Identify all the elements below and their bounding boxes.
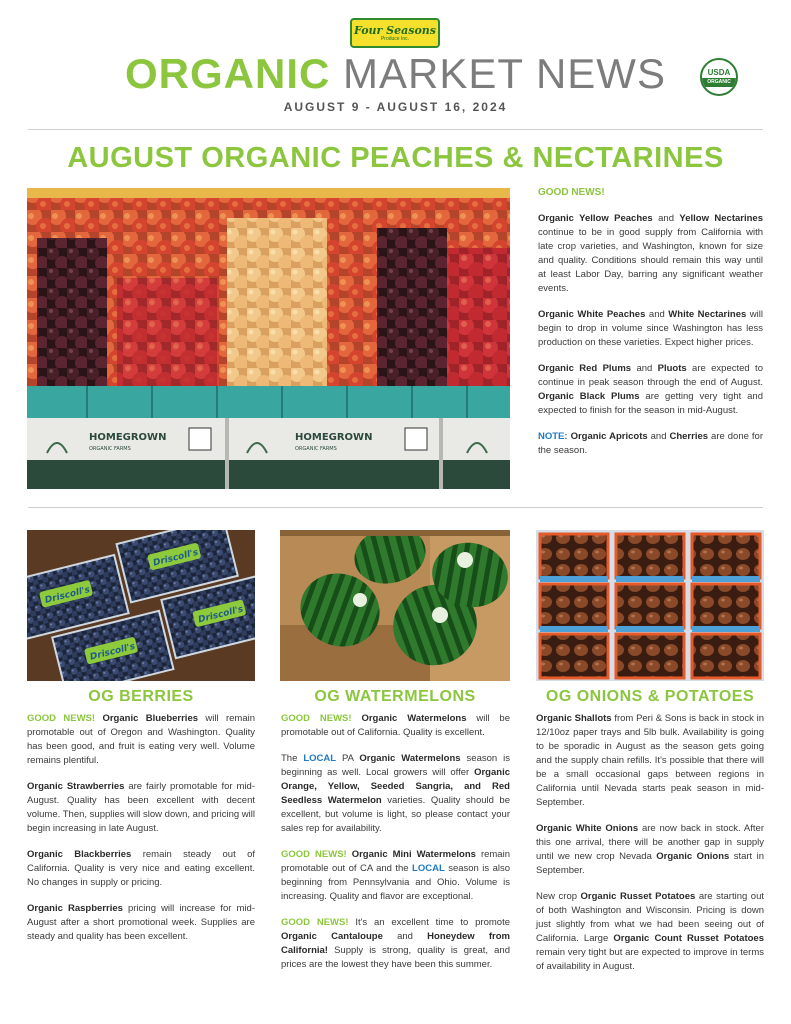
berries-illustration <box>27 530 255 681</box>
text: remain steady out of California. Quality is very nice and eating excellent. No changes in supply or pricing. <box>27 849 256 888</box>
bold-watermelons: Organic Watermelons <box>361 713 467 724</box>
text: and <box>647 431 670 442</box>
bold-cherries: Cherries <box>669 431 709 442</box>
usda-seal-top: USDA <box>707 67 731 77</box>
bold-watermelons: Organic Watermelons <box>359 753 461 764</box>
good-news-label: GOOD NEWS! <box>27 713 96 724</box>
bold-white-nectarines: White Nectarines <box>668 309 747 320</box>
blueberries-paragraph <box>27 712 255 768</box>
berry-label-2: Driscoll's <box>152 547 200 569</box>
text: are fairly promotable for mid-August. Quality has been excellent with decent volume. Then, supplies will slow down, and pricing will begin increasing in late August. <box>27 781 255 834</box>
berry-label-1: Driscoll's <box>43 585 92 606</box>
bold-shallots: Organic Shallots <box>536 713 612 724</box>
bold-mini-watermelons: Organic Mini Watermelons <box>351 849 476 860</box>
bold-cantaloupe: Organic Cantaloupe <box>281 931 383 942</box>
local-label: LOCAL <box>303 753 337 764</box>
crate-sub-left: ORGANIC FARMS <box>89 446 131 452</box>
text: The <box>281 753 304 764</box>
berry-label-4: Driscoll's <box>197 604 245 626</box>
crate-sub-right: ORGANIC FARMS <box>295 446 337 452</box>
bold-organic-onions: Organic Onions <box>656 851 730 862</box>
berry-label-3: Driscoll's <box>89 641 137 663</box>
local-label: LOCAL <box>412 863 445 874</box>
text: are now back in stock. After this one arrival, there will be another gap in supply until we new crop Nevada <box>536 823 764 862</box>
peaches-section <box>538 186 763 470</box>
white-peaches-paragraph <box>538 308 763 350</box>
four-seasons-logo <box>350 18 440 48</box>
peaches-nectarines-illustration <box>27 188 510 489</box>
text: remain promotable out of CA and the <box>281 849 510 874</box>
text: will be promotable out of California. Quality is excellent. <box>281 713 511 738</box>
logo-subtitle: Produce Inc. <box>380 35 410 42</box>
bold-black-plums: Organic Black Plums <box>538 391 640 402</box>
plums-paragraph <box>538 362 763 418</box>
shallots-illustration <box>536 530 764 681</box>
text: It's an excellent time to promote <box>348 917 510 928</box>
bold-strawberries: Organic Strawberries <box>27 781 125 792</box>
text: varieties. Quality should be excellent, but volume is light, so please contact your sales rep for availability. <box>281 795 510 834</box>
text: are getting very tight and expected to finish for the season in mid-August. <box>538 391 763 416</box>
bold-yellow-nectarines: Yellow Nectarines <box>679 213 763 224</box>
raspberries-paragraph <box>27 902 255 944</box>
berries-heading: OG BERRIES <box>88 688 194 705</box>
text: season is beginning as well. Local growers will offer <box>281 753 510 778</box>
good-news-label: GOOD NEWS! <box>281 849 347 860</box>
bold-russet-potatoes: Organic Russet Potatoes <box>580 891 696 902</box>
watermelons-photo <box>280 530 510 681</box>
note-paragraph <box>538 430 763 458</box>
bold-white-peaches: Organic White Peaches <box>538 309 646 320</box>
peaches-good-news: GOOD NEWS! <box>538 187 605 198</box>
text: and <box>645 309 669 320</box>
bold-count-russet-potatoes: Organic Count Russet Potatoes <box>613 933 764 944</box>
bold-blackberries: Organic Blackberries <box>27 849 132 860</box>
bold-pluots: Pluots <box>657 363 687 374</box>
text: PA <box>336 753 360 764</box>
text: are expected to continue in peak season through the end of August. <box>538 363 763 388</box>
text: will remain promotable out of Oregon and Washington. Quality has been good, and fruit is eating very well. Volume remains plentiful. <box>27 713 256 766</box>
berries-column <box>27 712 255 956</box>
feature-headline: AUGUST ORGANIC PEACHES & NECTARINES <box>67 142 724 174</box>
text: Supply is strong, quality is great, and prices are the lowest they have been this summer. <box>281 945 510 970</box>
usda-organic-seal <box>700 58 738 96</box>
text: remain very tight but are expected to improve in terms of availability in August. <box>536 947 764 972</box>
bold-blueberries: Organic Blueberries <box>102 713 199 724</box>
shallots-photo <box>536 530 764 681</box>
onions-potatoes-heading: OG ONIONS & POTATOES <box>545 688 755 705</box>
bold-yellow-peaches: Organic Yellow Peaches <box>538 213 653 224</box>
watermelons-heading: OG WATERMELONS <box>314 688 476 705</box>
logo-name: Four Seasons <box>354 23 436 37</box>
yellow-peaches-paragraph <box>538 212 763 296</box>
blackberries-paragraph <box>27 848 255 890</box>
usda-seal-bottom: ORGANIC <box>702 78 736 87</box>
watermelons-illustration <box>280 530 510 681</box>
bold-raspberries: Organic Raspberries <box>27 903 123 914</box>
strawberries-paragraph <box>27 780 255 836</box>
text: and <box>652 213 680 224</box>
issue-date-range: AUGUST 9 - AUGUST 16, 2024 <box>283 100 508 114</box>
text: are starting out of both Washington and Wisconsin. Pricing is down just slightly from what we had been seeing out of California. Large <box>536 891 764 944</box>
watermelons-column <box>281 712 510 984</box>
section-divider <box>28 507 763 508</box>
text: season is also beginning from Pennsylvania and Ohio. Volume is increasing. Quality and flavor are exceptional. <box>281 863 510 902</box>
cantaloupe-paragraph <box>281 916 510 972</box>
berries-photo <box>27 530 255 681</box>
peaches-nectarines-photo <box>27 188 510 489</box>
white-onions-paragraph <box>536 822 764 878</box>
header-divider <box>28 129 763 130</box>
bold-watermelon-varieties: Organic Orange, Yellow, Seeded Sangria, and Red Seedless Watermelon <box>281 767 510 806</box>
local-watermelons-paragraph <box>281 752 510 836</box>
text: continue to be in good supply from California with late crop varieties, and Washington, known for size and quality. Conditions should remain this way until at least Labor Day, barring any significant weather events. <box>538 227 763 294</box>
bold-red-plums: Organic Red Plums <box>538 363 632 374</box>
crate-label-right: HOMEGROWN <box>295 432 373 443</box>
watermelons-paragraph <box>281 712 510 740</box>
text: and <box>382 931 428 942</box>
bold-apricots: Organic Apricots <box>570 431 648 442</box>
masthead-organic: ORGANIC <box>125 50 331 97</box>
text: New crop <box>536 891 581 902</box>
shallots-paragraph <box>536 712 764 810</box>
text: will begin to drop in volume since Washington has less production on these varieties. Expect higher prices. <box>538 309 763 348</box>
good-news-label: GOOD NEWS! <box>281 917 349 928</box>
good-news-label: GOOD NEWS! <box>281 713 352 724</box>
mini-watermelons-paragraph <box>281 848 510 904</box>
masthead-title <box>0 50 791 98</box>
bold-honeydew: Honeydew from California! <box>281 931 510 956</box>
text: are done for the season. <box>538 431 763 456</box>
text: from Peri & Sons is back in stock in 12/10oz paper trays and 5lb bulk. Availability is going to be sporadic in August as the season gets going and the supply chain refills. It's possible that there will be a small occasional gaps between regions in California until Nevada starts peak season in mid-September. <box>536 713 764 808</box>
bold-white-onions: Organic White Onions <box>536 823 639 834</box>
text: and <box>631 363 658 374</box>
text: start in September. <box>536 851 765 876</box>
note-label: NOTE: <box>538 431 568 442</box>
masthead-market-news: MARKET NEWS <box>343 50 666 97</box>
text: pricing will increase for mid-August after a short promotional week. Supplies are steady and quality has been excellent. <box>27 903 255 942</box>
russet-potatoes-paragraph <box>536 890 764 974</box>
onions-potatoes-column <box>536 712 764 986</box>
crate-label-left: HOMEGROWN <box>89 432 167 443</box>
